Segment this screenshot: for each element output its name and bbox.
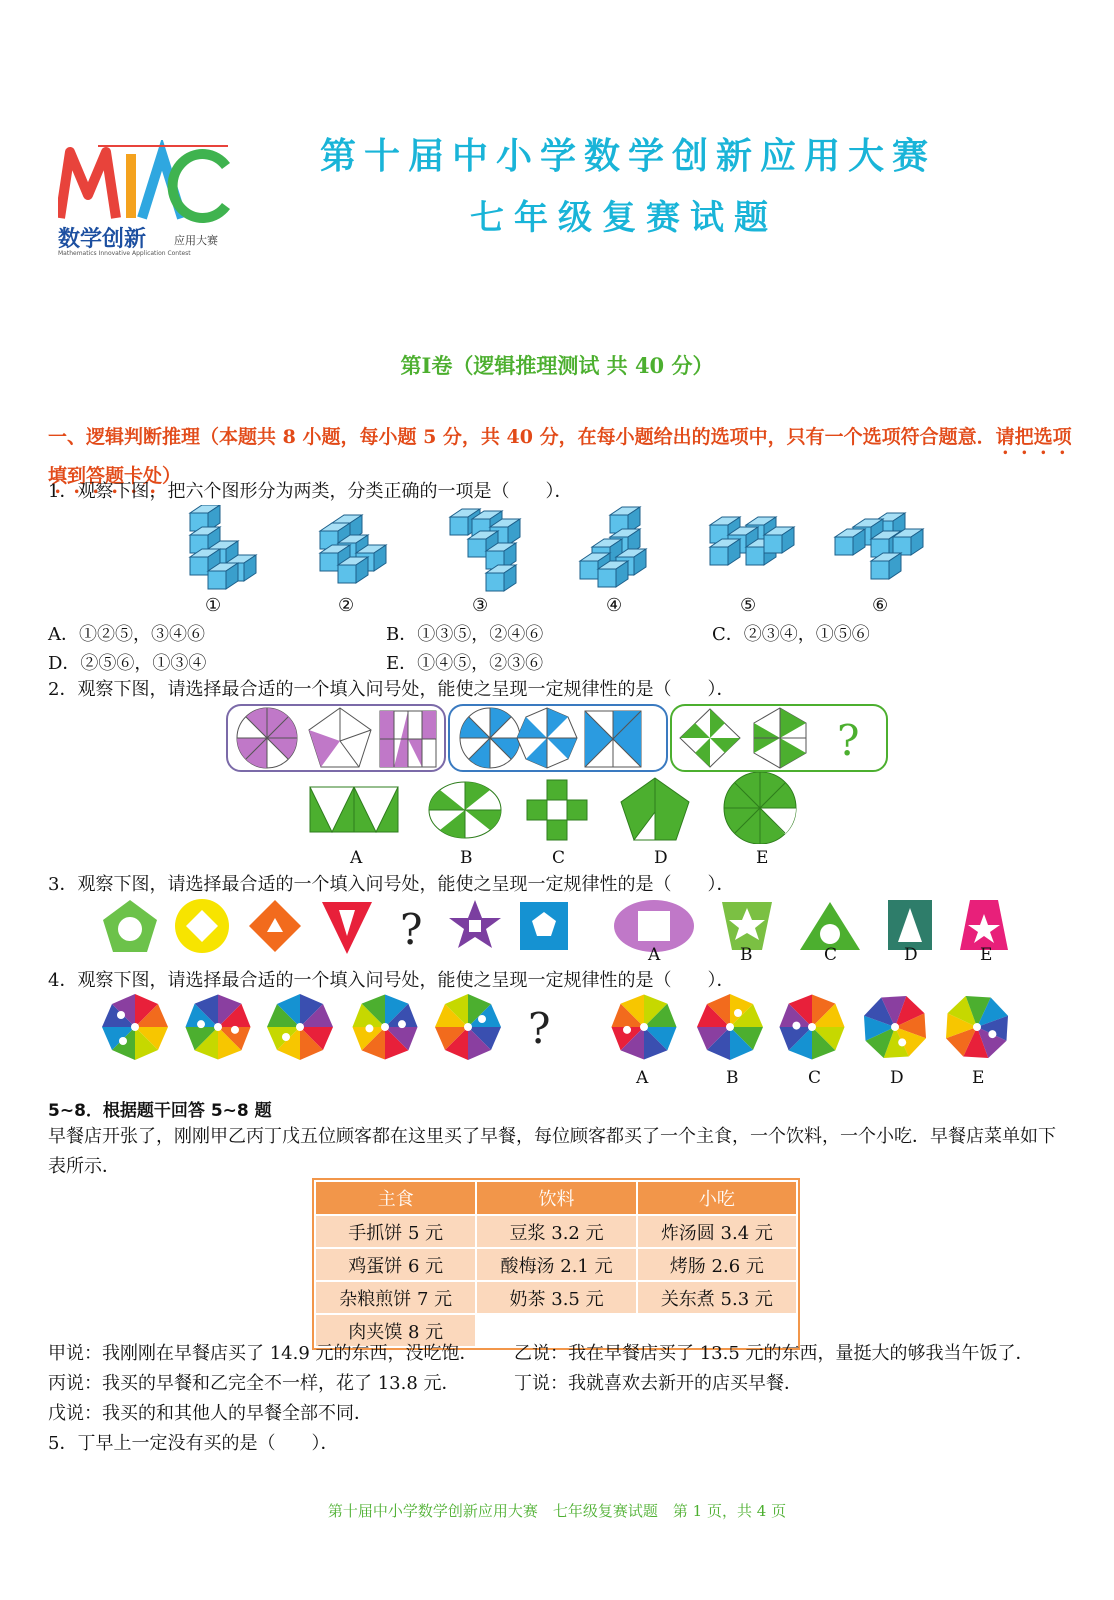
- q2-option-b-figure: [429, 782, 501, 838]
- q4-wheel-5: [435, 994, 501, 1060]
- q2-label-e[interactable]: E: [756, 848, 769, 868]
- table-row: [315, 1248, 797, 1281]
- miac-logo-icon: [58, 140, 238, 230]
- q1-option-b[interactable]: B．①③⑤，②④⑥: [386, 624, 544, 645]
- q3-label-d[interactable]: D: [904, 945, 918, 965]
- q1-option-a[interactable]: A．①②⑤，③④⑥: [48, 624, 205, 645]
- q2-label-a[interactable]: A: [350, 848, 363, 868]
- q2-fig-purple-circle: [237, 708, 297, 768]
- table-row: [315, 1281, 797, 1314]
- q2-option-a-figure: [310, 787, 398, 832]
- table-row: [315, 1215, 797, 1248]
- q2-fig-blue-square: [585, 711, 641, 767]
- menu-cell: 豆浆 3.2 元: [476, 1215, 636, 1248]
- q5-8-heading: 5~8．根据题干回答 5~8 题: [48, 1101, 272, 1121]
- q3-label-c[interactable]: C: [824, 945, 838, 965]
- menu-cell: 关东煮 5.3 元: [637, 1281, 797, 1314]
- q2-fig-purple-square: [380, 711, 436, 767]
- q1-figure-6: [835, 513, 923, 579]
- menu-header-staple: 主食: [315, 1181, 476, 1215]
- menu-cell: 酸梅汤 2.1 元: [476, 1248, 636, 1281]
- q4-label-c[interactable]: C: [808, 1068, 822, 1088]
- q5-text: 5．丁早上一定没有买的是（ ）．: [48, 1433, 339, 1454]
- section-heading-emphasis: 请把选项填到答题卡处: [48, 426, 1072, 487]
- volume-title: 第Ⅰ卷（逻辑推理测试 共 40 分）: [400, 353, 714, 378]
- q3-option-c-figure: [800, 902, 860, 950]
- logo-cn-sub: 应用大赛: [174, 234, 218, 247]
- q3-label-a[interactable]: A: [648, 945, 661, 965]
- q2-fig-purple-pentagon: [309, 708, 371, 767]
- q4-option-b-wheel: [697, 994, 763, 1060]
- menu-table: [314, 1180, 798, 1348]
- q3-fig-yellow-circle: [175, 899, 229, 953]
- q1-cube-figures: [170, 505, 960, 600]
- q1-label-4: ④: [606, 595, 623, 616]
- subtitle: 七年级复赛试题: [470, 198, 778, 238]
- q1-option-d[interactable]: D．②⑤⑥，①③④: [48, 653, 207, 674]
- menu-table-header: [315, 1181, 797, 1215]
- q3-fig-orange-diamond: [249, 900, 301, 952]
- q4-option-d-wheel: [853, 993, 938, 1063]
- q3-fig-blue-square: [520, 902, 568, 950]
- q1-option-e[interactable]: E．①④⑤，②③⑥: [386, 653, 544, 674]
- q1-figure-2: [320, 515, 386, 583]
- q1-figure-3: [450, 509, 520, 591]
- q4-option-c-wheel: [765, 993, 858, 1063]
- q3-label-e[interactable]: E: [980, 945, 993, 965]
- logo-cn-text: 数学创新: [58, 227, 147, 252]
- q3-text: 3．观察下图，请选择最合适的一个填入问号处，能使之呈现一定规律性的是（ ）．: [48, 874, 735, 895]
- q1-label-2: ②: [338, 595, 355, 616]
- q4-option-e-wheel: [935, 993, 1015, 1063]
- q1-text: 1．观察下图，把六个图形分为两类，分类正确的一项是（ ）．: [48, 481, 573, 502]
- q2-fig-blue-octagon: [517, 708, 577, 768]
- statement-ding: 丁说：我就喜欢去新开的店买早餐．: [514, 1373, 802, 1394]
- statement-wu: 戊说：我买的和其他人的早餐全部不同．: [48, 1403, 372, 1424]
- q4-wheel-2: [171, 993, 264, 1063]
- q3-fig-purple-star: [449, 900, 501, 948]
- q1-label-5: ⑤: [740, 595, 757, 616]
- q2-answer-figures: [305, 772, 805, 844]
- menu-header-snack: 小吃: [637, 1181, 797, 1215]
- menu-cell: 炸汤圆 3.4 元: [637, 1215, 797, 1248]
- q2-text: 2．观察下图，请选择最合适的一个填入问号处，能使之呈现一定规律性的是（ ）．: [48, 679, 735, 700]
- statement-jia: 甲说：我刚刚在早餐店买了 14.9 元的东西，没吃饱．: [48, 1343, 478, 1364]
- q4-label-a[interactable]: A: [636, 1068, 649, 1088]
- q4-label-e[interactable]: E: [972, 1068, 985, 1088]
- logo-en-text: Mathematics Innovative Application Contest: [58, 250, 191, 257]
- menu-cell: 杂粮煎饼 7 元: [315, 1281, 476, 1314]
- q2-option-c-figure: [527, 780, 587, 840]
- q2-fig-green-diamond: [680, 709, 740, 767]
- q4-label-b[interactable]: B: [726, 1068, 739, 1088]
- q4-text: 4．观察下图，请选择最合适的一个填入问号处，能使之呈现一定规律性的是（ ）．: [48, 970, 735, 991]
- q1-label-3: ③: [472, 595, 489, 616]
- q4-question-mark: ?: [528, 1004, 551, 1053]
- q2-fig-green-hexagon: [754, 708, 806, 768]
- q3-fig-red-triangle: [322, 902, 372, 954]
- q2-option-e-figure: [724, 772, 796, 844]
- q3-option-d-figure: [888, 900, 932, 950]
- menu-cell: 烤肠 2.6 元: [637, 1248, 797, 1281]
- statement-yi: 乙说：我在早餐店买了 13.5 元的东西，量挺大的够我当午饭了．: [514, 1343, 1034, 1364]
- q2-label-c[interactable]: C: [552, 848, 566, 868]
- section-heading-tail: ）: [162, 465, 182, 487]
- main-title: 第十届中小学数学创新应用大赛: [320, 135, 937, 177]
- q1-figure-4: [580, 507, 646, 587]
- q1-figure-5: [710, 517, 794, 565]
- statement-bing: 丙说：我买的早餐和乙完全不一样，花了 13.8 元．: [48, 1373, 460, 1394]
- q3-sequence-figures: [100, 898, 1015, 956]
- q4-wheel-3: [267, 994, 333, 1060]
- q3-question-mark: ?: [400, 905, 423, 954]
- q1-figure-1: [190, 505, 256, 589]
- q4-sequence-figures: [100, 993, 1015, 1063]
- q2-sequence-figures: [225, 703, 890, 775]
- logo: [58, 140, 238, 265]
- q3-label-b[interactable]: B: [740, 945, 753, 965]
- section-heading-text: 一、逻辑判断推理（本题共 8 小题，每小题 5 分，共 40 分，在每小题给出的选项中，只有一个选项符合题意．: [48, 426, 996, 448]
- menu-cell: 鸡蛋饼 6 元: [315, 1248, 476, 1281]
- menu-cell: 肉夹馍 8 元: [315, 1314, 476, 1347]
- q4-label-d[interactable]: D: [890, 1068, 904, 1088]
- q1-label-6: ⑥: [872, 595, 889, 616]
- q3-option-b-figure: [722, 902, 772, 950]
- q2-question-mark: ?: [837, 716, 860, 765]
- q5-8-intro: 早餐店开张了，刚刚甲乙丙丁戊五位顾客都在这里买了早餐，每位顾客都买了一个主食，一个饮料，一个小吃．早餐店菜单如下表所示．: [48, 1126, 1056, 1177]
- q2-option-d-figure: [621, 778, 689, 840]
- menu-cell: 奶茶 3.5 元: [476, 1281, 636, 1314]
- q4-wheel-4: [338, 993, 431, 1063]
- q2-label-d[interactable]: D: [654, 848, 668, 868]
- q4-wheel-1: [102, 994, 168, 1060]
- q1-label-1: ①: [205, 595, 222, 616]
- menu-header-drink: 饮料: [476, 1181, 636, 1215]
- q4-option-a-wheel: [597, 993, 690, 1063]
- q3-fig-green-pentagon: [103, 900, 157, 952]
- q2-fig-blue-circle: [460, 708, 520, 768]
- page-footer: 第十届中小学数学创新应用大赛 七年级复赛试题 第 1 页，共 4 页: [327, 1502, 787, 1520]
- q1-option-c[interactable]: C．②③④，①⑤⑥: [712, 624, 870, 645]
- q2-label-b[interactable]: B: [460, 848, 473, 868]
- q3-option-e-figure: [960, 900, 1008, 950]
- menu-cell: 手抓饼 5 元: [315, 1215, 476, 1248]
